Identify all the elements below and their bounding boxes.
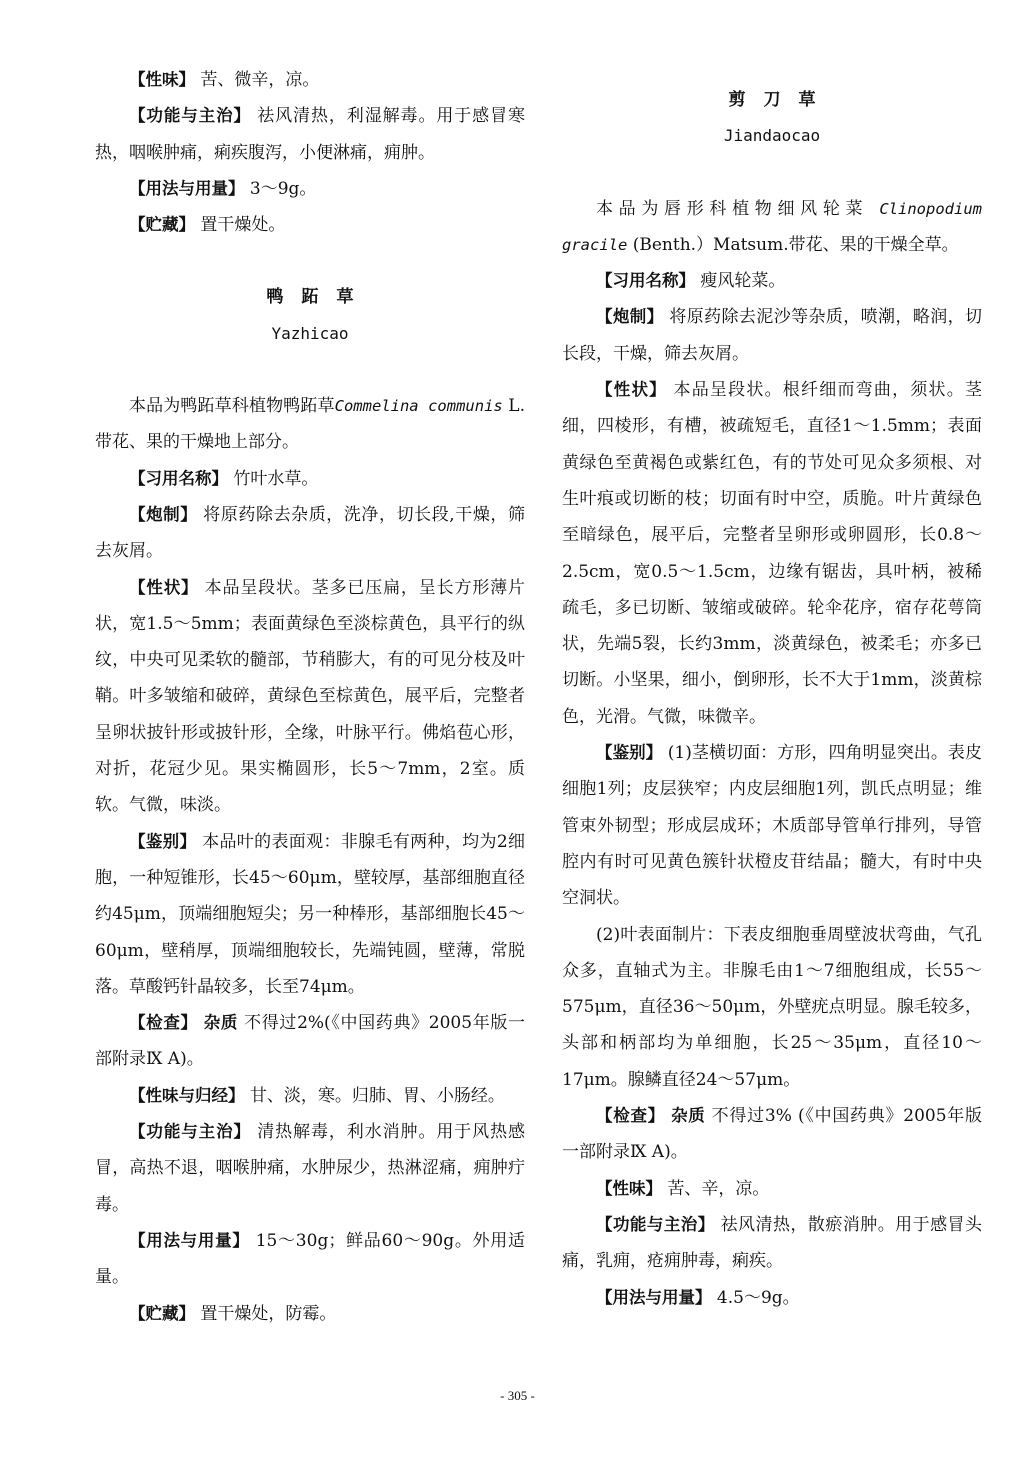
section-label: 【鉴别】 (596, 743, 663, 763)
entry-jianbie-2 (562, 917, 982, 1098)
entry-jianbie (95, 824, 525, 1005)
section-label: 【炮制】 (596, 307, 664, 327)
section-label: 【用法与用量】 (596, 1287, 712, 1307)
section-label: 【习用名称】 (596, 271, 695, 291)
entry-xingzhuang (95, 570, 525, 824)
section-text: 苦、辛，凉。 (662, 1178, 770, 1199)
prev-gongneng (95, 98, 525, 171)
section-text: (2)叶表面制片：下表皮细胞垂周壁波状弯曲，气孔众多，直轴式为主。非腺毛由1～7细胞组成，长55～575μm，直径36～50μm，外壁疣点明显。腺毛较多，头部和柄部均为单细胞，长25～35μm，直径10～17μm。腺鳞直径24～57μm。 (562, 924, 982, 1090)
entry-xingweiguijing (95, 1078, 525, 1114)
entry-intro (95, 388, 525, 461)
section-text: 15～30g；鲜品60～90g。外用适量。 (95, 1230, 526, 1288)
entry-xiyong (562, 263, 982, 299)
entry-gongneng (95, 1114, 525, 1223)
entry-jiancha (562, 1098, 982, 1171)
section-label: 【性状】 (129, 577, 199, 597)
section-text: 将原药除去杂质，洗净，切长段,干燥，筛去灰屑。 (95, 504, 525, 562)
section-text: 竹叶水草。 (228, 468, 319, 489)
section-text: 4.5～9g。 (711, 1287, 800, 1308)
left-column (95, 62, 525, 1332)
latin-name: Clinopodium gracile (562, 199, 982, 254)
latin-name: Commelina communis (334, 397, 503, 416)
section-label: 【性味与归经】 (129, 1085, 245, 1105)
entry-intro (562, 191, 982, 264)
section-text: 3～9g。 (244, 178, 317, 199)
spacer (562, 155, 982, 191)
section-text: 甘、淡，寒。归肺、胃、小肠经。 (244, 1085, 505, 1106)
section-text: (1)茎横切面：方形，四角明显突出。表皮细胞1列；皮层狭窄；内皮层细胞1列，凯氏点明显；维管束外韧型；形成层成环；木质部导管单行排列，导管腔内有时可见黄色簇针状橙皮苷结晶；髓大，有时中央空洞状。 (562, 743, 983, 909)
section-label: 【性味】 (129, 70, 195, 89)
entry-jianbie (562, 735, 982, 916)
spacer (95, 243, 525, 279)
entry-xingwei (562, 1171, 982, 1207)
section-label: 【炮制】 (129, 504, 198, 524)
section-label: 【鉴别】 (129, 831, 197, 851)
section-label: 【用法与用量】 (129, 1230, 250, 1250)
entry-pinyin: Jiandaocao (723, 126, 821, 146)
section-label: 【检查】 (596, 1106, 665, 1126)
section-text: 清热解毒，利水消肿。用于风热感冒，高热不退，咽喉肿痛，水肿尿少，热淋涩痛，痈肿疔毒。 (95, 1122, 526, 1215)
entry-paozhi (95, 497, 525, 570)
entry-xiyong (95, 461, 525, 497)
section-label: 【功能与主治】 (596, 1214, 715, 1234)
prev-yongfa (95, 171, 525, 207)
spacer (562, 62, 982, 82)
section-text: 置干燥处。 (195, 215, 286, 236)
spacer (95, 352, 525, 388)
page-number: - 305 - (500, 1388, 535, 1403)
section-label: 【用法与用量】 (129, 178, 245, 198)
section-label: 【贮藏】 (129, 1303, 195, 1323)
subsection-label: 杂质 (203, 1013, 239, 1033)
entry-pinyin: Yazhicao (271, 323, 349, 343)
prev-zhucang (95, 207, 525, 243)
section-text: 将原药除去泥沙等杂质，喷潮，略润，切长段，干燥，筛去灰屑。 (562, 307, 982, 364)
entry-title: 剪刀草 (728, 90, 834, 110)
intro-text: L.带花、果的干燥地上部分。 (95, 396, 525, 453)
section-label: 【功能与主治】 (129, 106, 251, 126)
intro-text: 本品为唇形科植物细风轮菜 (596, 198, 880, 219)
section-label: 【习用名称】 (129, 468, 228, 488)
section-text: 苦、微辛，凉。 (195, 70, 320, 90)
section-text: 祛风清热，利湿解毒。用于感冒寒热，咽喉肿痛，痢疾腹泻，小便淋痛，痈肿。 (95, 106, 526, 163)
entry-gongneng (562, 1207, 982, 1280)
subsection-label: 杂质 (671, 1106, 706, 1126)
section-text: 本品叶的表面观：非腺毛有两种，均为2细胞，一种短锥形，长45～60μm，壁较厚，基部细胞直径约45μm，顶端细胞短尖；另一种棒形，基部细胞长45～60μm，壁稍厚，顶端细胞较长，先端钝圆，壁薄，常脱落。草酸钙针晶较多，长至74μm。 (95, 831, 525, 997)
entry-xingzhuang (562, 372, 982, 735)
section-label: 【检查】 (129, 1013, 198, 1033)
entry-yongfa (562, 1280, 982, 1316)
entry-jiancha (95, 1005, 525, 1078)
section-label: 【贮藏】 (129, 215, 195, 235)
intro-text: (Benth.）Matsum.带花、果的干燥全草。 (627, 234, 959, 255)
entry-yongfa (95, 1223, 525, 1296)
section-text: 瘦风轮菜。 (695, 271, 786, 292)
section-label: 【性味】 (596, 1178, 662, 1198)
section-text: 本品呈段状。根纤细而弯曲，须状。茎细，四棱形，有槽，被疏短毛，直径1～1.5mm；表面黄绿色至黄褐色或紫红色，有的节处可见众多须根、对生叶痕或切断的枝；切面有时中空，质脆。叶片黄绿色至暗绿色，展平后，完整者呈卵形或卵圆形，长0.8～2.5cm，宽0.5～1.5cm，边缘有锯齿，具叶柄，被稀疏毛，多已切断、皱缩或破碎。轮伞花序，宿存花萼筒状，先端5裂，长约3mm，淡黄绿色，被柔毛；亦多已切断。小坚果，细小，倒卵形，长不大于1mm，淡黄棕色，光滑。气微，味微辛。 (562, 380, 982, 727)
section-text: 祛风清热，散瘀消肿。用于感冒头痛，乳痈，疮痈肿毒，痢疾。 (562, 1214, 983, 1272)
entry-title: 鸭跖草 (266, 287, 372, 308)
section-text: 本品呈段状。茎多已压扁，呈长方形薄片状，宽1.5～5mm；表面黄绿色至淡棕黄色，具平行的纵纹，中央可见柔软的髓部，节稍膨大，有的可见分枝及叶鞘。叶多皱缩和破碎，黄绿色至棕黄色，展平后，完整者呈卵状披针形或披针形，全缘，叶脉平行。佛焰苞心形，对折，花冠少见。果实椭圆形，长5～7mm，2室。质软。气微，味淡。 (95, 577, 526, 816)
entry-zhucang (95, 1296, 525, 1332)
section-text: 置干燥处，防霉。 (195, 1303, 337, 1324)
section-text: 不得过3% (《中国药典》2005年版一部附录Ⅸ A)。 (562, 1106, 982, 1163)
section-label: 【功能与主治】 (129, 1122, 251, 1142)
prev-xingwei (95, 62, 525, 98)
intro-text: 本品为鸭跖草科植物鸭跖草 (129, 396, 335, 417)
right-column (562, 62, 982, 1316)
entry-paozhi (562, 299, 982, 372)
section-text: 不得过2%(《中国药典》2005年版一部附录Ⅸ A)。 (95, 1013, 526, 1070)
section-label: 【性状】 (596, 380, 667, 400)
